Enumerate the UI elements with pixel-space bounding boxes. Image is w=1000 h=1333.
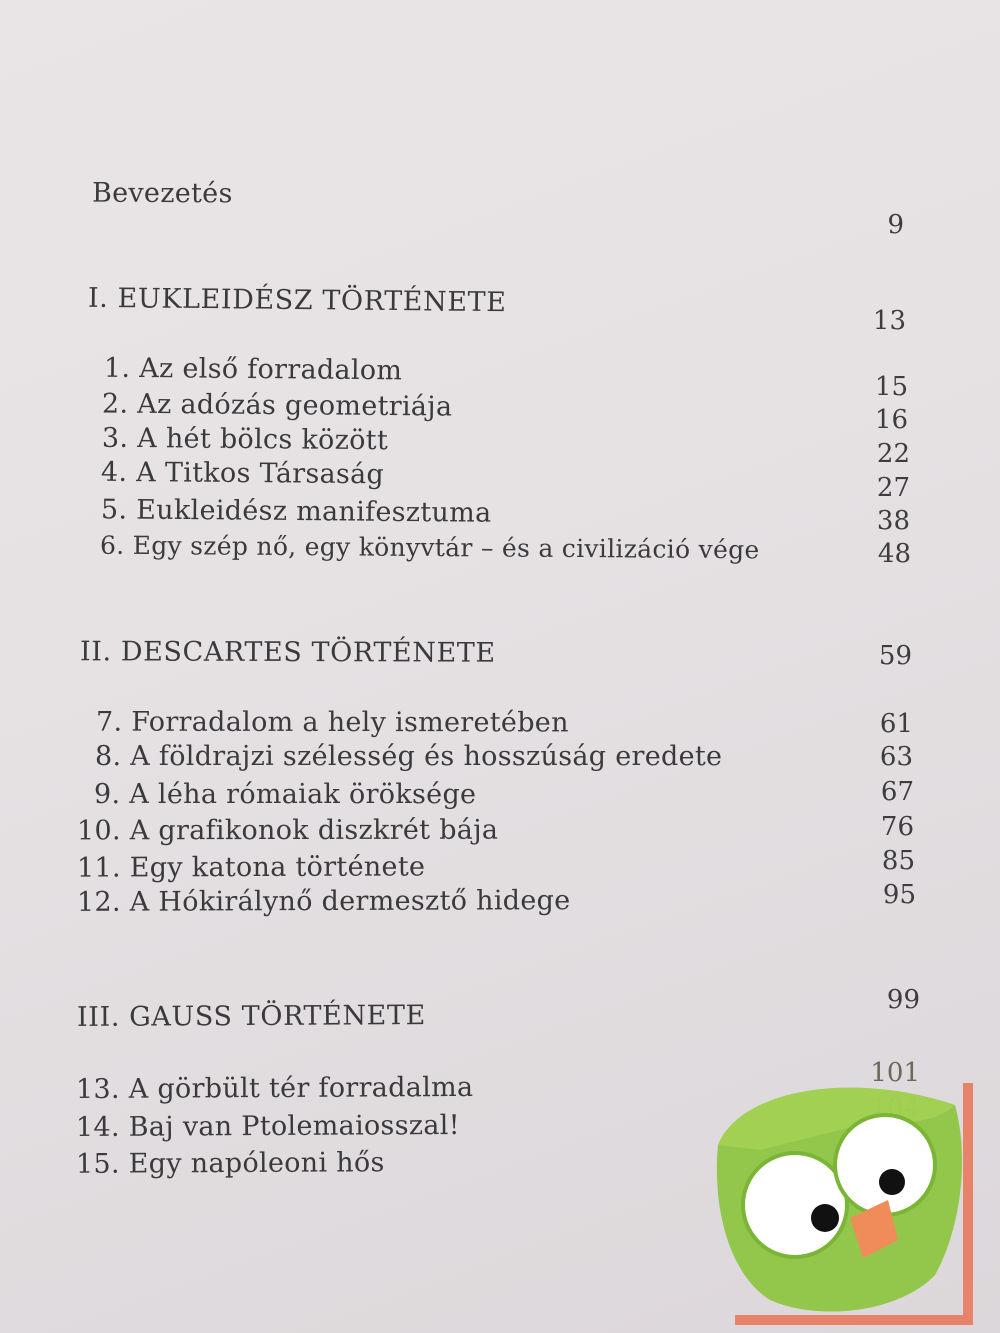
toc-part2-page: 59 — [878, 641, 912, 671]
toc-ch10-title: 10. A grafikonok diszkrét bája — [76, 814, 499, 847]
toc-ch9-title: 9. A léha rómaiak öröksége — [94, 779, 477, 810]
toc-ch13-title: 13. A görbült tér forradalma — [75, 1071, 474, 1106]
toc-part1-title: I. EUKLEIDÉSZ TÖRTÉNETE — [87, 282, 507, 319]
toc-ch7-title: 7. Forradalom a hely ismeretében — [95, 706, 569, 739]
toc-ch4-title: 4. A Titkos Társaság — [100, 456, 385, 491]
toc-ch3-title: 3. A hét bölcs között — [101, 422, 389, 457]
toc-ch6-title: 6. Egy szép nő, egy könyvtár – és a civilizáció vége — [99, 530, 760, 565]
toc-ch7-page: 61 — [879, 709, 913, 739]
toc-ch3-page: 22 — [876, 439, 910, 469]
toc-ch5-page: 38 — [876, 506, 910, 536]
toc-ch1-page: 15 — [874, 372, 908, 402]
toc-ch14-title: 14. Baj van Ptolemaiosszal! — [75, 1109, 460, 1144]
toc-part1-page: 13 — [872, 306, 906, 336]
toc-ch11-page: 85 — [881, 846, 915, 876]
toc-part3-page: 99 — [886, 985, 920, 1015]
toc-ch11-title: 11. Egy katona története — [76, 851, 426, 884]
toc-ch15-title: 15. Egy napóleoni hős — [75, 1147, 385, 1180]
toc-intro-title: Bevezetés — [91, 177, 233, 210]
toc-ch1-title: 1. Az első forradalom — [103, 352, 403, 387]
toc-ch12-title: 12. A Hókirálynő dermesztő hidege — [76, 885, 571, 918]
toc-ch5-title: 5. Eukleidész manifesztuma — [100, 494, 492, 529]
toc-part2-title: II. DESCARTES TÖRTÉNETE — [79, 636, 496, 669]
toc-intro-page: 9 — [887, 210, 904, 240]
toc-ch10-page: 76 — [880, 812, 914, 842]
toc-ch9-page: 67 — [880, 777, 914, 807]
toc-ch2-title: 2. Az adózás geometriája — [101, 388, 453, 423]
toc-ch6-page: 48 — [877, 539, 911, 569]
toc-ch4-page: 27 — [876, 473, 910, 503]
toc-part3-title: III. GAUSS TÖRTÉNETE — [76, 1000, 426, 1033]
toc-ch12-page: 95 — [882, 880, 916, 910]
toc-ch8-page: 63 — [879, 742, 913, 772]
toc-ch13-page: 101 — [870, 1058, 920, 1088]
toc-ch2-page: 16 — [874, 405, 908, 435]
owl-logo-icon — [700, 1050, 1000, 1333]
toc-ch8-title: 8. A földrajzi szélesség és hosszúság eredete — [95, 741, 723, 772]
